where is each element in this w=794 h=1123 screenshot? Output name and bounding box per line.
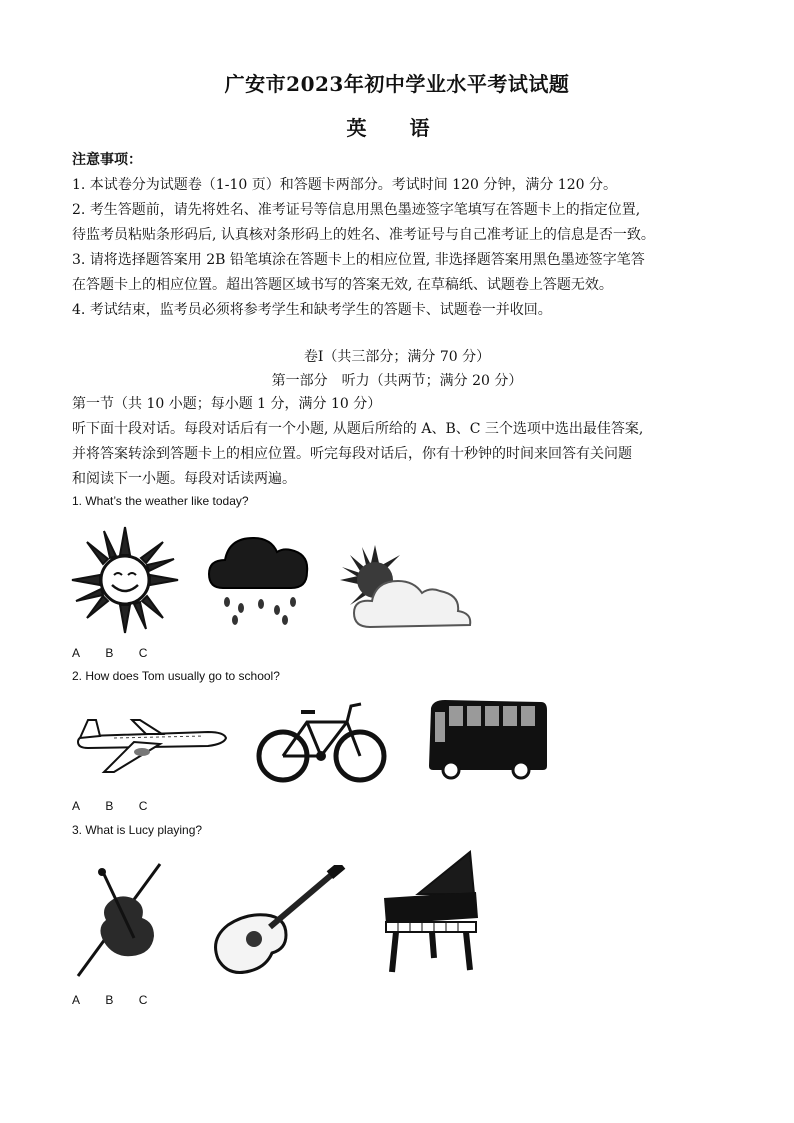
option-c[interactable]: C (138, 646, 148, 660)
instruction-line: 听下面十段对话。每段对话后有一个小题, 从题后所给的 A、B、C 三个选项中选出最佳答案, (72, 421, 644, 437)
option-c[interactable]: C (138, 993, 148, 1007)
question-2-options (72, 799, 169, 813)
section-heading: 第一节（共 10 小题；每小题 1 分，满分 10 分） (72, 396, 382, 412)
option-a[interactable]: A (72, 993, 81, 1007)
rain-cloud-icon (205, 528, 315, 628)
section-1 (72, 392, 732, 492)
instruction-line: 并将答案转涂到答题卡上的相应位置。听完每段对话后，你有十秒钟的时间来回答有关问题 (72, 446, 632, 462)
option-c[interactable]: C (138, 799, 148, 813)
bus-icon (425, 698, 550, 780)
piano-icon (378, 848, 483, 978)
airplane-icon (74, 712, 229, 777)
option-b[interactable]: B (105, 799, 114, 813)
question-3: 3. What is Lucy playing? (72, 823, 203, 837)
volume-title: 卷Ⅰ（共三部分；满分 70 分） (303, 349, 491, 365)
violin-icon (72, 860, 187, 980)
sun-behind-cloud-icon (340, 545, 480, 635)
notes-heading: 注意事项： (72, 152, 142, 168)
notes-block (72, 148, 732, 323)
note-line: 4. 考试结束，监考员必须将参考学生和缺考学生的答题卡、试题卷一并收回。 (72, 302, 552, 318)
bicycle-icon (255, 700, 390, 785)
note-line: 在答题卡上的相应位置。超出答题区域书写的答案无效, 在草稿纸、试题卷上答题无效。 (72, 277, 613, 293)
question-1: 1. What’s the weather like today? (72, 494, 249, 508)
sun-icon (70, 525, 180, 635)
note-line: 2. 考生答题前，请先将姓名、准考证号等信息用黑色墨迹签字笔填写在答题卡上的指定位置, (72, 202, 641, 218)
question-3-options (72, 993, 169, 1007)
option-a[interactable]: A (72, 646, 81, 660)
note-line: 待监考员粘贴条形码后, 认真核对条形码上的姓名、准考证号与自己准考证上的信息是否一致。 (72, 227, 655, 243)
option-a[interactable]: A (72, 799, 81, 813)
subject-title: 英 语 (346, 116, 448, 140)
option-b[interactable]: B (105, 646, 114, 660)
guitar-icon (208, 865, 348, 980)
exam-title: 广安市2023年初中学业水平考试试题 (224, 72, 570, 96)
question-2: 2. How does Tom usually go to school? (72, 669, 280, 683)
option-b[interactable]: B (105, 993, 114, 1007)
part-title: 第一部分 听力（共两节；满分 20 分） (271, 373, 523, 389)
note-line: 1. 本试卷分为试题卷（1-10 页）和答题卡两部分。考试时间 120 分钟，满分 120 分。 (72, 177, 617, 193)
note-line: 3. 请将选择题答案用 2B 铅笔填涂在答题卡上的相应位置, 非选择题答案用黑色墨迹签字笔答 (72, 252, 645, 268)
instruction-line: 和阅读下一小题。每段对话读两遍。 (72, 471, 296, 487)
question-1-options (72, 646, 169, 660)
